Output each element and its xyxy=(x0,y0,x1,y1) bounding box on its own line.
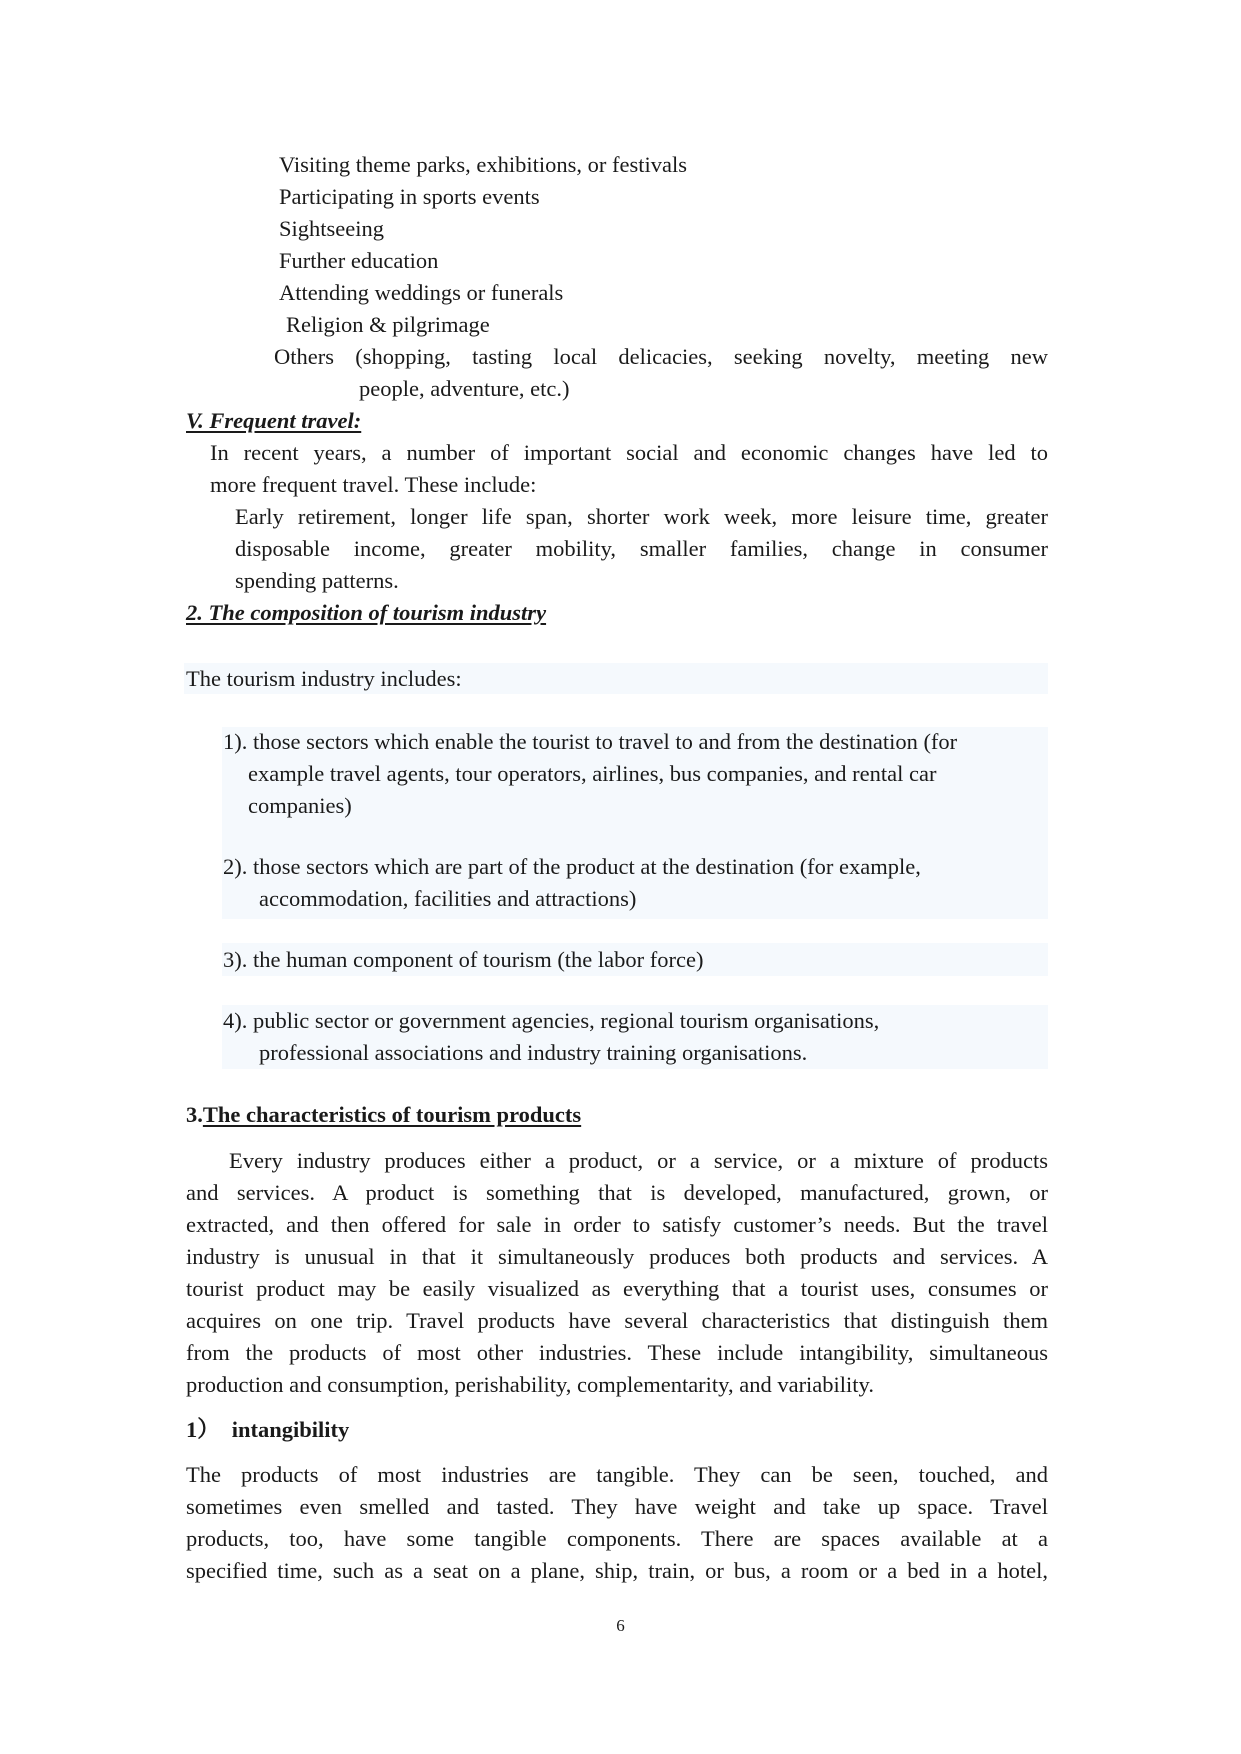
frequent-travel-factors: disposable income, greater mobility, smaller families, change in consumer xyxy=(235,536,1048,561)
list-item-others: Others (shopping, tasting local delicacies, seeking novelty, meeting new xyxy=(274,344,1048,369)
composition-item-2: accommodation, facilities and attractions) xyxy=(259,886,637,911)
frequent-travel-factors: spending patterns. xyxy=(235,568,399,593)
section-heading-composition: 2. The composition of tourism industry xyxy=(186,600,547,625)
subsection-number: 1） xyxy=(186,1417,220,1442)
list-item: Religion & pilgrimage xyxy=(286,312,490,337)
frequent-travel-factors: Early retirement, longer life span, shorter work week, more leisure time, greater xyxy=(235,504,1048,529)
list-item: Visiting theme parks, exhibitions, or festivals xyxy=(279,152,687,177)
subsection-heading-intangibility xyxy=(186,1415,349,1444)
paragraph-line: acquires on one trip. Travel products have several characteristics that distinguish them xyxy=(186,1308,1048,1333)
paragraph-line: production and consumption, perishability, complementarity, and variability. xyxy=(186,1372,874,1397)
paragraph-line: specified time, such as a seat on a plane, ship, train, or bus, a room or a bed in a hotel, xyxy=(186,1558,1048,1583)
composition-item-1: 1). those sectors which enable the tourist to travel to and from the destination (for xyxy=(223,729,958,754)
frequent-travel-intro: In recent years, a number of important social and economic changes have led to xyxy=(210,440,1048,465)
composition-item-4: professional associations and industry training organisations. xyxy=(259,1040,808,1065)
paragraph-line: extracted, and then offered for sale in order to satisfy customer’s needs. But the travel xyxy=(186,1212,1048,1237)
list-item: Further education xyxy=(279,248,439,273)
paragraph-line: from the products of most other industries. These include intangibility, simultaneous xyxy=(186,1340,1048,1365)
list-item: Attending weddings or funerals xyxy=(279,280,564,305)
subsection-title: intangibility xyxy=(231,1417,350,1442)
section-heading-characteristics xyxy=(186,1100,581,1129)
paragraph-line: and services. A product is something that is developed, manufactured, grown, or xyxy=(186,1180,1048,1205)
paragraph-line: The products of most industries are tangible. They can be seen, touched, and xyxy=(186,1462,1048,1487)
section-title: The characteristics of tourism products xyxy=(202,1102,582,1127)
page-number: 6 xyxy=(616,1616,625,1635)
composition-intro: The tourism industry includes: xyxy=(186,666,462,691)
paragraph-line: products, too, have some tangible components. There are spaces available at a xyxy=(186,1526,1048,1551)
paragraph-line: tourist product may be easily visualized as everything that a tourist uses, consumes or xyxy=(186,1276,1048,1301)
paragraph-line: industry is unusual in that it simultaneously produces both products and services. A xyxy=(186,1244,1048,1269)
composition-item-1: companies) xyxy=(248,793,352,818)
section-heading-frequent-travel: V. Frequent travel: xyxy=(186,408,362,433)
paragraph-line: sometimes even smelled and tasted. They have weight and take up space. Travel xyxy=(186,1494,1048,1519)
list-item: Participating in sports events xyxy=(279,184,540,209)
composition-item-2: 2). those sectors which are part of the product at the destination (for example, xyxy=(223,854,921,879)
list-item-others-continued: people, adventure, etc.) xyxy=(359,376,570,401)
paragraph-line: Every industry produces either a product, or a service, or a mixture of products xyxy=(229,1148,1048,1173)
composition-item-3: 3). the human component of tourism (the labor force) xyxy=(223,947,704,972)
list-item: Sightseeing xyxy=(279,216,384,241)
composition-item-4: 4). public sector or government agencies, regional tourism organisations, xyxy=(223,1008,880,1033)
frequent-travel-intro: more frequent travel. These include: xyxy=(210,472,537,497)
section-number: 3. xyxy=(186,1102,203,1127)
composition-item-1: example travel agents, tour operators, airlines, bus companies, and rental car xyxy=(248,761,937,786)
